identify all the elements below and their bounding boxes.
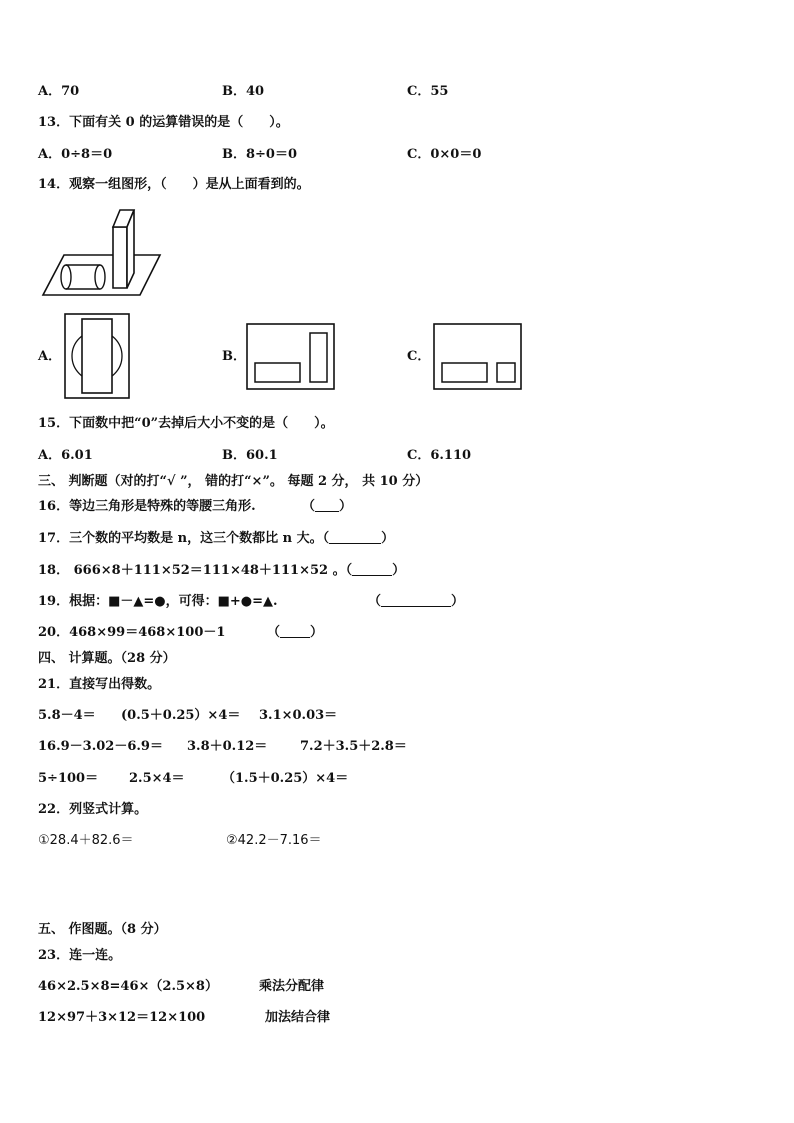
q19-answer-blank: （ ） (368, 594, 465, 609)
q19-text: 19．根据：■－▲=●，可得：■+●=▲. (38, 594, 278, 609)
q21-item: 5.8－4＝ (38, 708, 96, 723)
q22-problem-1: ①28.4＋82.6＝ (38, 833, 134, 848)
q14-option-b-view (246, 323, 336, 391)
q14-3d-figure (40, 205, 165, 300)
q12-option-a: A．70 (38, 84, 80, 99)
q14-option-a: A． (38, 349, 62, 364)
q21-stem: 21．直接写出得数。 (38, 677, 161, 692)
q14-stem: 14．观察一组图形，（ ）是从上面看到的。 (38, 177, 310, 192)
section-3-title: 三、 判断题（对的打“√ ”， 错的打“×”。 每题 2 分， 共 10 分） (38, 474, 429, 489)
q23-left-1: 46×2.5×8=46×（2.5×8） (38, 979, 218, 994)
q22-problem-2: ②42.2－7.16＝ (226, 833, 322, 848)
q23-right-1: 乘法分配律 (259, 979, 325, 994)
q13-option-c: C．0×0＝0 (407, 147, 482, 162)
q23-left-2: 12×97＋3×12＝12×100 (38, 1010, 206, 1025)
q16-answer-blank: （ ） (302, 499, 353, 514)
q15-option-a: A．6.01 (38, 448, 93, 463)
q15-stem: 15．下面数中把“0”去掉后大小不变的是（ ）。 (38, 416, 334, 431)
section-5-title: 五、 作图题。（8 分） (38, 922, 167, 937)
q21-item: 2.5×4＝ (129, 771, 185, 786)
q22-stem: 22．列竖式计算。 (38, 802, 148, 817)
q23-right-2: 加法结合律 (265, 1010, 331, 1025)
q18-text: 18． 666×8＋111×52＝111×48＋111×52 。（ ） (38, 563, 406, 578)
q13-option-a: A．0÷8＝0 (38, 147, 113, 162)
q14-option-a-view (64, 313, 130, 399)
q16-text: 16．等边三角形是特殊的等腰三角形. (38, 499, 256, 514)
section-4-title: 四、 计算题。（28 分） (38, 651, 176, 666)
q20-answer-blank: （ ） (267, 625, 324, 640)
q21-item: 5÷100＝ (38, 771, 99, 786)
q21-item: 3.1×0.03＝ (259, 708, 338, 723)
q21-item: 3.8＋0.12＝ (187, 739, 268, 754)
q14-option-c-view (433, 323, 523, 391)
q12-option-b: B．40 (222, 84, 265, 99)
q15-option-b: B．60.1 (222, 448, 278, 463)
q23-stem: 23．连一连。 (38, 948, 122, 963)
q21-item: 7.2＋3.5＋2.8＝ (300, 739, 407, 754)
q14-option-b: B． (222, 349, 246, 364)
q13-stem: 13．下面有关 0 的运算错误的是（ ）。 (38, 115, 289, 130)
q13-option-b: B．8÷0＝0 (222, 147, 298, 162)
q14-option-c: C． (407, 349, 431, 364)
q21-item: (0.5＋0.25）×4＝ (121, 708, 241, 723)
q21-item: （1.5＋0.25）×4＝ (222, 771, 349, 786)
q17-text: 17．三个数的平均数是 n，这三个数都比 n 大。（ ） (38, 531, 395, 546)
q21-item: 16.9－3.02－6.9＝ (38, 739, 163, 754)
q20-text: 20．468×99＝468×100－1 (38, 625, 226, 640)
q12-option-c: C．55 (407, 84, 449, 99)
q15-option-c: C．6.110 (407, 448, 472, 463)
